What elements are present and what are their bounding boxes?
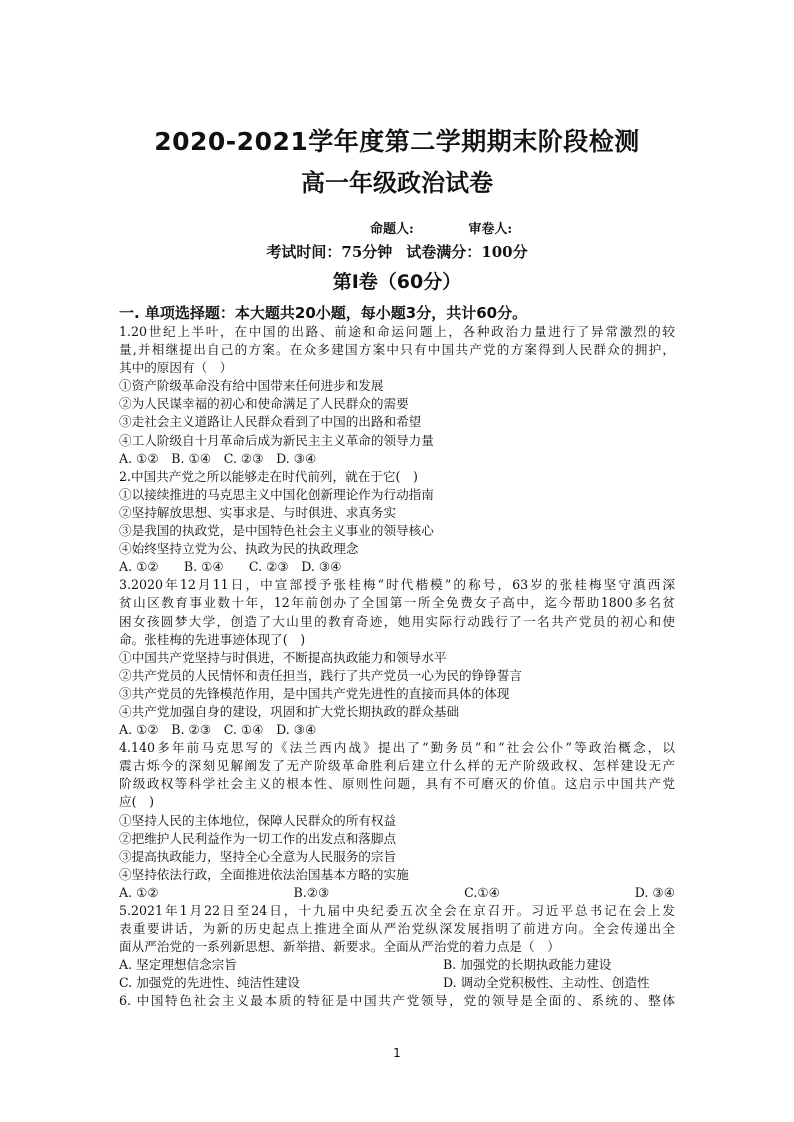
page-number: 1 xyxy=(393,1046,401,1060)
question-stem-line: 命。张桂梅的先进事迹体现了( ) xyxy=(119,631,306,647)
question-stem-line: 面从严治党的一系列新思想、新举措、新要求。全面从严治党的着力点是（ ） xyxy=(119,939,560,955)
reviewer-label: 审卷人: xyxy=(468,222,513,237)
full-score: 试卷满分：100分 xyxy=(406,243,528,261)
question-item: ①中国共产党坚持与时俱进，不断提高执政能力和领导水平 xyxy=(119,649,447,665)
exam-subtitle: 高一年级政治试卷 xyxy=(301,169,493,197)
question-item: ②为人民谋幸福的初心和使命满足了人民群众的需要 xyxy=(119,396,409,412)
answer-options: A. ①② B. ①④ C. ②③ D. ③④ xyxy=(119,450,317,466)
question-stem-line: 阶级政权等科学社会主义的根本性、原则性问题，具有不可磨灭的价值。这启示中国共产党 xyxy=(119,776,675,792)
question-stem-line: 震古烁今的深刻见解阐发了无产阶级革命胜利后建立什么样的无产阶级政权、怎样建设无产 xyxy=(119,758,675,774)
question-stem-line: 1.20世纪上半叶，在中国的出路、前途和命运问题上，各种政治力量进行了异常激烈的较 xyxy=(119,324,675,339)
question-item: ③是我国的执政党，是中国特色社会主义事业的领导核心 xyxy=(119,523,434,539)
question-item: ④共产党加强自身的建设，巩固和扩大党长期执政的群众基础 xyxy=(119,703,460,719)
section-heading: 一. 单项选择题：本大题共20小题，每小题3分，共计60分。 xyxy=(119,304,528,322)
question-stem-line: 2.中国共产党之所以能够走在时代前列，就在于它( ) xyxy=(119,468,418,484)
question-stem-line: 4.140多年前马克思写的《法兰西内战》提出了“勤务员”和“社会公仆”等政治概念，以 xyxy=(119,740,675,756)
question-item: ④始终坚持立党为公、执政为民的执政理念 xyxy=(119,541,359,557)
question-stem-line: 表重要讲话，为新的历史起点上推进全面从严治党纵深发展指明了前进方向。全会传递出全 xyxy=(119,921,675,937)
option-d: D. 调动全党积极性、主动性、创造性 xyxy=(443,975,650,991)
proposer-label: 命题人: xyxy=(370,222,414,237)
exam-time: 考试时间：75分钟 xyxy=(266,243,393,261)
question-item: ①坚持人民的主体地位，保障人民群众的所有权益 xyxy=(119,812,397,828)
option-b: B.②③ xyxy=(293,884,330,900)
question-stem-line: 量,并相继提出自己的方案。在众多建国方案中只有中国共产党的方案得到人民群众的拥护， xyxy=(119,342,675,358)
option-c: C.①④ xyxy=(464,884,500,900)
answer-options xyxy=(119,884,675,902)
answer-options xyxy=(119,956,675,974)
question-item: ②共产党员的人民情怀和责任担当，践行了共产党员一心为民的铮铮誓言 xyxy=(119,667,522,683)
question-item: ③提高执政能力，坚持全心全意为人民服务的宗旨 xyxy=(119,848,397,864)
answer-options: A. ①② B. ②③ C. ①④ D. ③④ xyxy=(119,722,317,738)
question-stem-line: 5.2021年1月22日至24日，十九届中央纪委五次全会在京召开。习近平总书记在会上发 xyxy=(119,903,675,918)
author-line xyxy=(370,218,562,237)
option-b: B. 加强党的长期执政能力建设 xyxy=(443,957,612,973)
exam-title: 2020-2021学年度第二学期期末阶段检测 xyxy=(154,127,640,156)
answer-options xyxy=(119,974,675,992)
question-item: ①资产阶级革命没有给中国带来任何进步和发展 xyxy=(119,378,384,394)
question-item: ③共产党员的先锋模范作用，是中国共产党先进性的直接而具体的体现 xyxy=(119,685,510,701)
volume-heading: 第Ⅰ卷（60分） xyxy=(332,271,462,293)
question-stem-line: 6. 中国特色社会主义最本质的特征是中国共产党领导，党的领导是全面的、系统的、整体 xyxy=(119,993,675,1009)
option-c: C. 加强党的先进性、纯洁性建设 xyxy=(119,975,300,991)
exam-info xyxy=(0,241,794,262)
question-item: ④坚持依法行政，全面推进依法治国基本方略的实施 xyxy=(119,866,409,882)
question-item: ④工人阶级自十月革命后成为新民主主义革命的领导力量 xyxy=(119,432,434,448)
question-stem-line: 其中的原因有（ ） xyxy=(119,360,233,376)
answer-options: A. ①② B. ①④ C. ②③ D. ③④ xyxy=(119,559,342,575)
question-item: ②把维护人民利益作为一切工作的出发点和落脚点 xyxy=(119,830,397,846)
question-item: ①以接续推进的马克思主义中国化创新理论作为行动指南 xyxy=(119,486,434,502)
question-item: ③走社会主义道路让人民群众看到了中国的出路和希望 xyxy=(119,414,422,430)
question-stem-line: 应( ) xyxy=(119,794,155,810)
question-stem-line: 困女孩圆梦大学，创造了大山里的教育奇迹，她用实际行动践行了一名共产党员的初心和使 xyxy=(119,613,675,629)
question-item: ②坚持解放思想、实事求是、与时俱进、求真务实 xyxy=(119,504,397,520)
option-d: D. ③④ xyxy=(634,884,675,900)
option-a: A. 坚定理想信念宗旨 xyxy=(119,957,237,973)
question-stem-line: 3.2020年12月11日，中宣部授予张桂梅“时代楷模”的称号，63岁的张桂梅坚守滇西深 xyxy=(119,577,675,593)
option-a: A. ①② xyxy=(119,884,159,900)
question-stem-line: 贫山区教育事业数十年，12年前创办了全国第一所全免费女子高中，迄今帮助1800多名贫 xyxy=(119,595,675,611)
question-list xyxy=(119,323,675,1011)
